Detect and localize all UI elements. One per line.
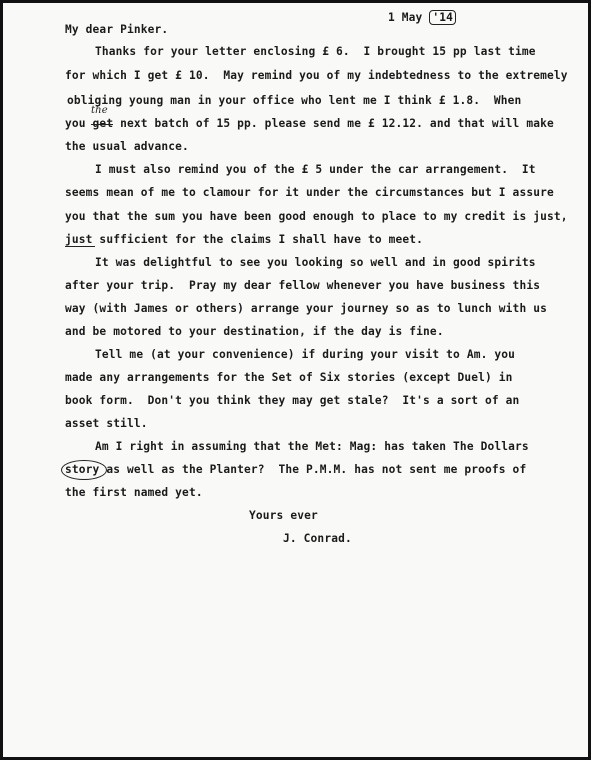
closing: Yours ever [249, 509, 318, 522]
paragraph1-line4: you get next batch of 15 pp. please send me £ 12.12. and that will make [65, 117, 554, 130]
date-prefix: 1 May [388, 11, 430, 24]
paragraph4-line4: asset still. [65, 417, 148, 430]
paragraph4-line3: book form. Don't you think they may get stale? It's a sort of an [65, 394, 520, 407]
paragraph2-line2: seems mean of me to clamour for it under the circumstances but I assure [65, 186, 554, 199]
paragraph4-line2: made any arrangements for the Set of Six stories (except Duel) in [65, 371, 513, 384]
paragraph3-line1: It was delightful to see you looking so well and in good spirits [95, 256, 536, 269]
paragraph1-line5: the usual advance. [65, 140, 189, 153]
paragraph1-line2: for which I get £ 10. May remind you of my indebtedness to the extremely [65, 69, 568, 82]
underline-mark [65, 246, 95, 247]
paragraph2-line3: you that the sum you have been good enough to place to my credit is just, [65, 210, 568, 223]
paragraph4-line1: Tell me (at your convenience) if during your visit to Am. you [95, 348, 516, 361]
paragraph1-line3: obliging young man in your office who lent me I think £ 1.8. When [67, 94, 522, 107]
strikethrough-mark [91, 124, 113, 125]
salutation: My dear Pinker. [65, 23, 169, 36]
paragraph5-line1: Am I right in assuming that the Met: Mag: has taken The Dollars [95, 440, 529, 453]
paragraph5-line2: story as well as the Planter? The P.M.M. has not sent me proofs of [65, 463, 527, 476]
paragraph5-line3: the first named yet. [65, 486, 203, 499]
paragraph3-line4: and be motored to your destination, if the day is fine. [65, 325, 444, 338]
paragraph2-line1: I must also remind you of the £ 5 under the car arrangement. It [95, 163, 536, 176]
signature: J. Conrad. [283, 532, 352, 545]
handwritten-insertion: the [91, 105, 108, 116]
circled-word-mark [61, 460, 107, 480]
paragraph2-line4: just sufficient for the claims I shall have to meet. [65, 233, 424, 246]
paragraph1-line1: Thanks for your letter enclosing £ 6. I brought 15 pp last time [95, 45, 536, 58]
paragraph3-line3: way (with James or others) arrange your journey so as to lunch with us [65, 302, 547, 315]
date-year-boxed: '14 [429, 10, 456, 25]
paragraph3-line2: after your trip. Pray my dear fellow whenever you have business this [65, 279, 541, 292]
letter-date [388, 11, 456, 25]
